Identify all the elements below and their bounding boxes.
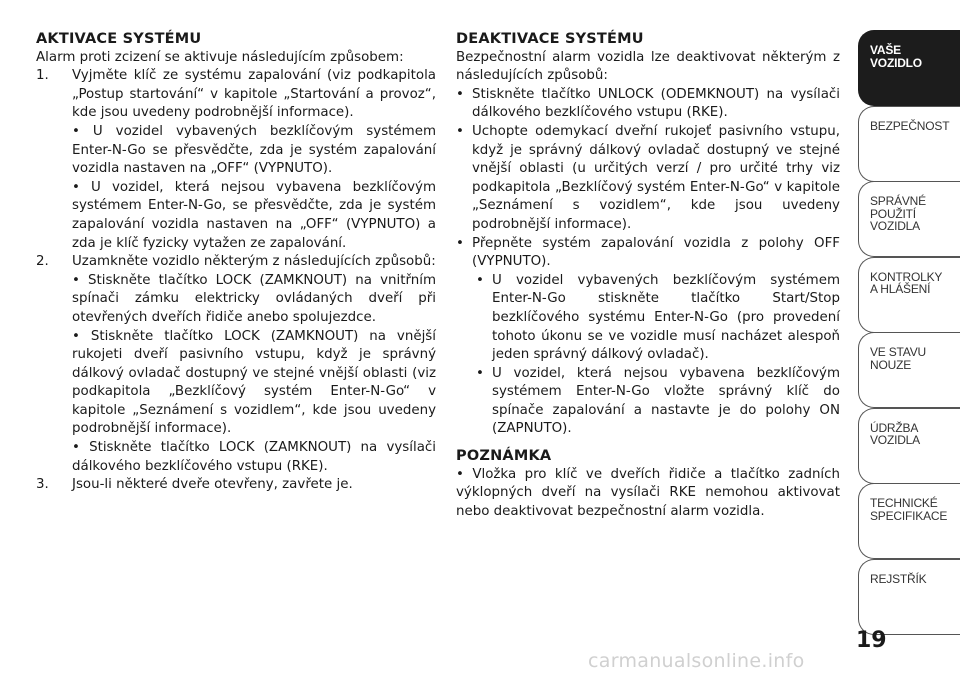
step-1-number: 1. bbox=[36, 68, 49, 84]
step-3-text: Jsou-li některé dveře otevřeny, zavřete je. bbox=[72, 477, 353, 493]
chapter-tabs bbox=[858, 30, 960, 635]
deactivation-bullet-3: • Přepněte systém zapalování vozidla z polohy OFF (VYPNUTO). bbox=[456, 235, 840, 270]
note-text: • Vložka pro klíč ve dveřích řidiče a tlačítko zadních výklopných dveří na vysílači RKE nemohou aktivovat nebo deaktivovat bezpečnostní alarm vozidla. bbox=[456, 466, 840, 519]
deactivation-intro: Bezpečnostní alarm vozidla lze deaktivovat některým z následujících způsobů: bbox=[456, 49, 840, 84]
tab-spravne-pouziti-vozidla[interactable]: SPRÁVNÉ POUŽITÍ VOZIDLA bbox=[858, 181, 960, 257]
deactivation-sub-bullet-1: • U vozidel vybavených bezklíčovým systémem Enter-N-Go stiskněte tlačítko Start/Stop bezklíčového systému Enter-N-Go (pro provedení tohoto úkonu se ve vozidle musí nacházet alespoň jeden správný dálkový ovladač). bbox=[476, 272, 840, 363]
tab-udrzba-vozidla[interactable]: ÚDRŽBA VOZIDLA bbox=[858, 408, 960, 484]
step-2 bbox=[36, 253, 436, 272]
step-2-bullet-2: • Stiskněte tlačítko LOCK (ZAMKNOUT) na vnější rukojeti dveří pasivního vstupu, když je správný dálkový ovladač dostupný ve stejné vnější oblasti (viz podkapitola „Bezklíčový systém Enter-N-Go“ v kapitole „Seznámení s vozidlem“, kde jsou uvedeny podrobnější informace). bbox=[72, 328, 436, 437]
tab-technicke-specifikace[interactable]: TECHNICKÉ SPECIFIKACE bbox=[858, 483, 960, 559]
page-number: 19 bbox=[856, 628, 887, 653]
step-2-bullet-3: • Stiskněte tlačítko LOCK (ZAMKNOUT) na vysílači dálkového bezklíčového vstupu (RKE). bbox=[72, 440, 436, 474]
step-2-bullet-1: • Stiskněte tlačítko LOCK (ZAMKNOUT) na vnitřním spínači zámku elektricky ovládaných dveří při otevřených dveřích řidiče anebo spolujezdce. bbox=[72, 272, 436, 325]
deactivation-bullet-2: • Uchopte odemykací dveřní rukojeť pasivního vstupu, když je správný dálkový ovladač dostupný ve stejné vnější oblasti (u určitých verzí / pro určité trhy viz podkapitola „Bezklíčový systém Enter-N-Go“ v kapitole „Seznámení s vozidlem“, kde jsou uvedeny podrobnější informace). bbox=[456, 123, 840, 232]
tab-vase-vozidlo[interactable]: VAŠE VOZIDLO bbox=[858, 30, 960, 106]
left-column bbox=[36, 30, 436, 495]
step-3 bbox=[36, 476, 436, 495]
tab-ve-stavu-nouze[interactable]: VE STAVU NOUZE bbox=[858, 332, 960, 408]
step-3-number: 3. bbox=[36, 477, 49, 493]
tab-kontrolky-a-hlaseni[interactable]: KONTROLKY A HLÁŠENÍ bbox=[858, 257, 960, 333]
deactivation-bullet-1: • Stiskněte tlačítko UNLOCK (ODEMKNOUT) na vysílači dálkového bezklíčového vstupu (RKE). bbox=[456, 86, 840, 121]
section-heading-deactivation: DEAKTIVACE SYSTÉMU bbox=[456, 31, 644, 47]
right-column bbox=[456, 30, 840, 521]
step-1-text: Vyjměte klíč ze systému zapalování (viz podkapitola „Postup startování“ v kapitole „Startování a provoz“, kde jsou uvedeny podrobnější informace). bbox=[72, 68, 436, 121]
deactivation-sub-bullet-2: • U vozidel, která nejsou vybavena bezklíčovým systémem Enter-N-Go vložte správný klíč do spínače zapalování a nastavte je do polohy ON (ZAPNUTO). bbox=[476, 365, 840, 437]
step-2-number: 2. bbox=[36, 254, 49, 270]
step-1-bullet-2: • U vozidel, která nejsou vybavena bezklíčovým systémem Enter-N-Go, se přesvědčte, zda je systém zapalování vozidla nastaven na „OFF“ (VYPNUTO) a zda je klíč fyzicky vytažen ze zapalování. bbox=[72, 179, 436, 251]
step-2-text: Uzamkněte vozidlo některým z následujících způsobů: bbox=[72, 254, 436, 270]
tab-bezpecnost[interactable]: BEZPEČNOST bbox=[858, 106, 960, 182]
watermark: carmanualsonline.info bbox=[588, 650, 805, 672]
section-heading-activation: AKTIVACE SYSTÉMU bbox=[36, 31, 202, 47]
step-1-bullet-1: • U vozidel vybavených bezklíčovým systémem Enter-N-Go se přesvědčte, zda je systém zapalování vozidla nastaven na „OFF“ (VYPNUTO). bbox=[72, 123, 436, 177]
activation-intro: Alarm proti zcizení se aktivuje následujícím způsobem: bbox=[36, 49, 404, 65]
step-1 bbox=[36, 67, 436, 123]
note-heading: POZNÁMKA bbox=[456, 448, 552, 465]
tab-rejstrik[interactable]: REJSTŘÍK bbox=[858, 559, 960, 635]
